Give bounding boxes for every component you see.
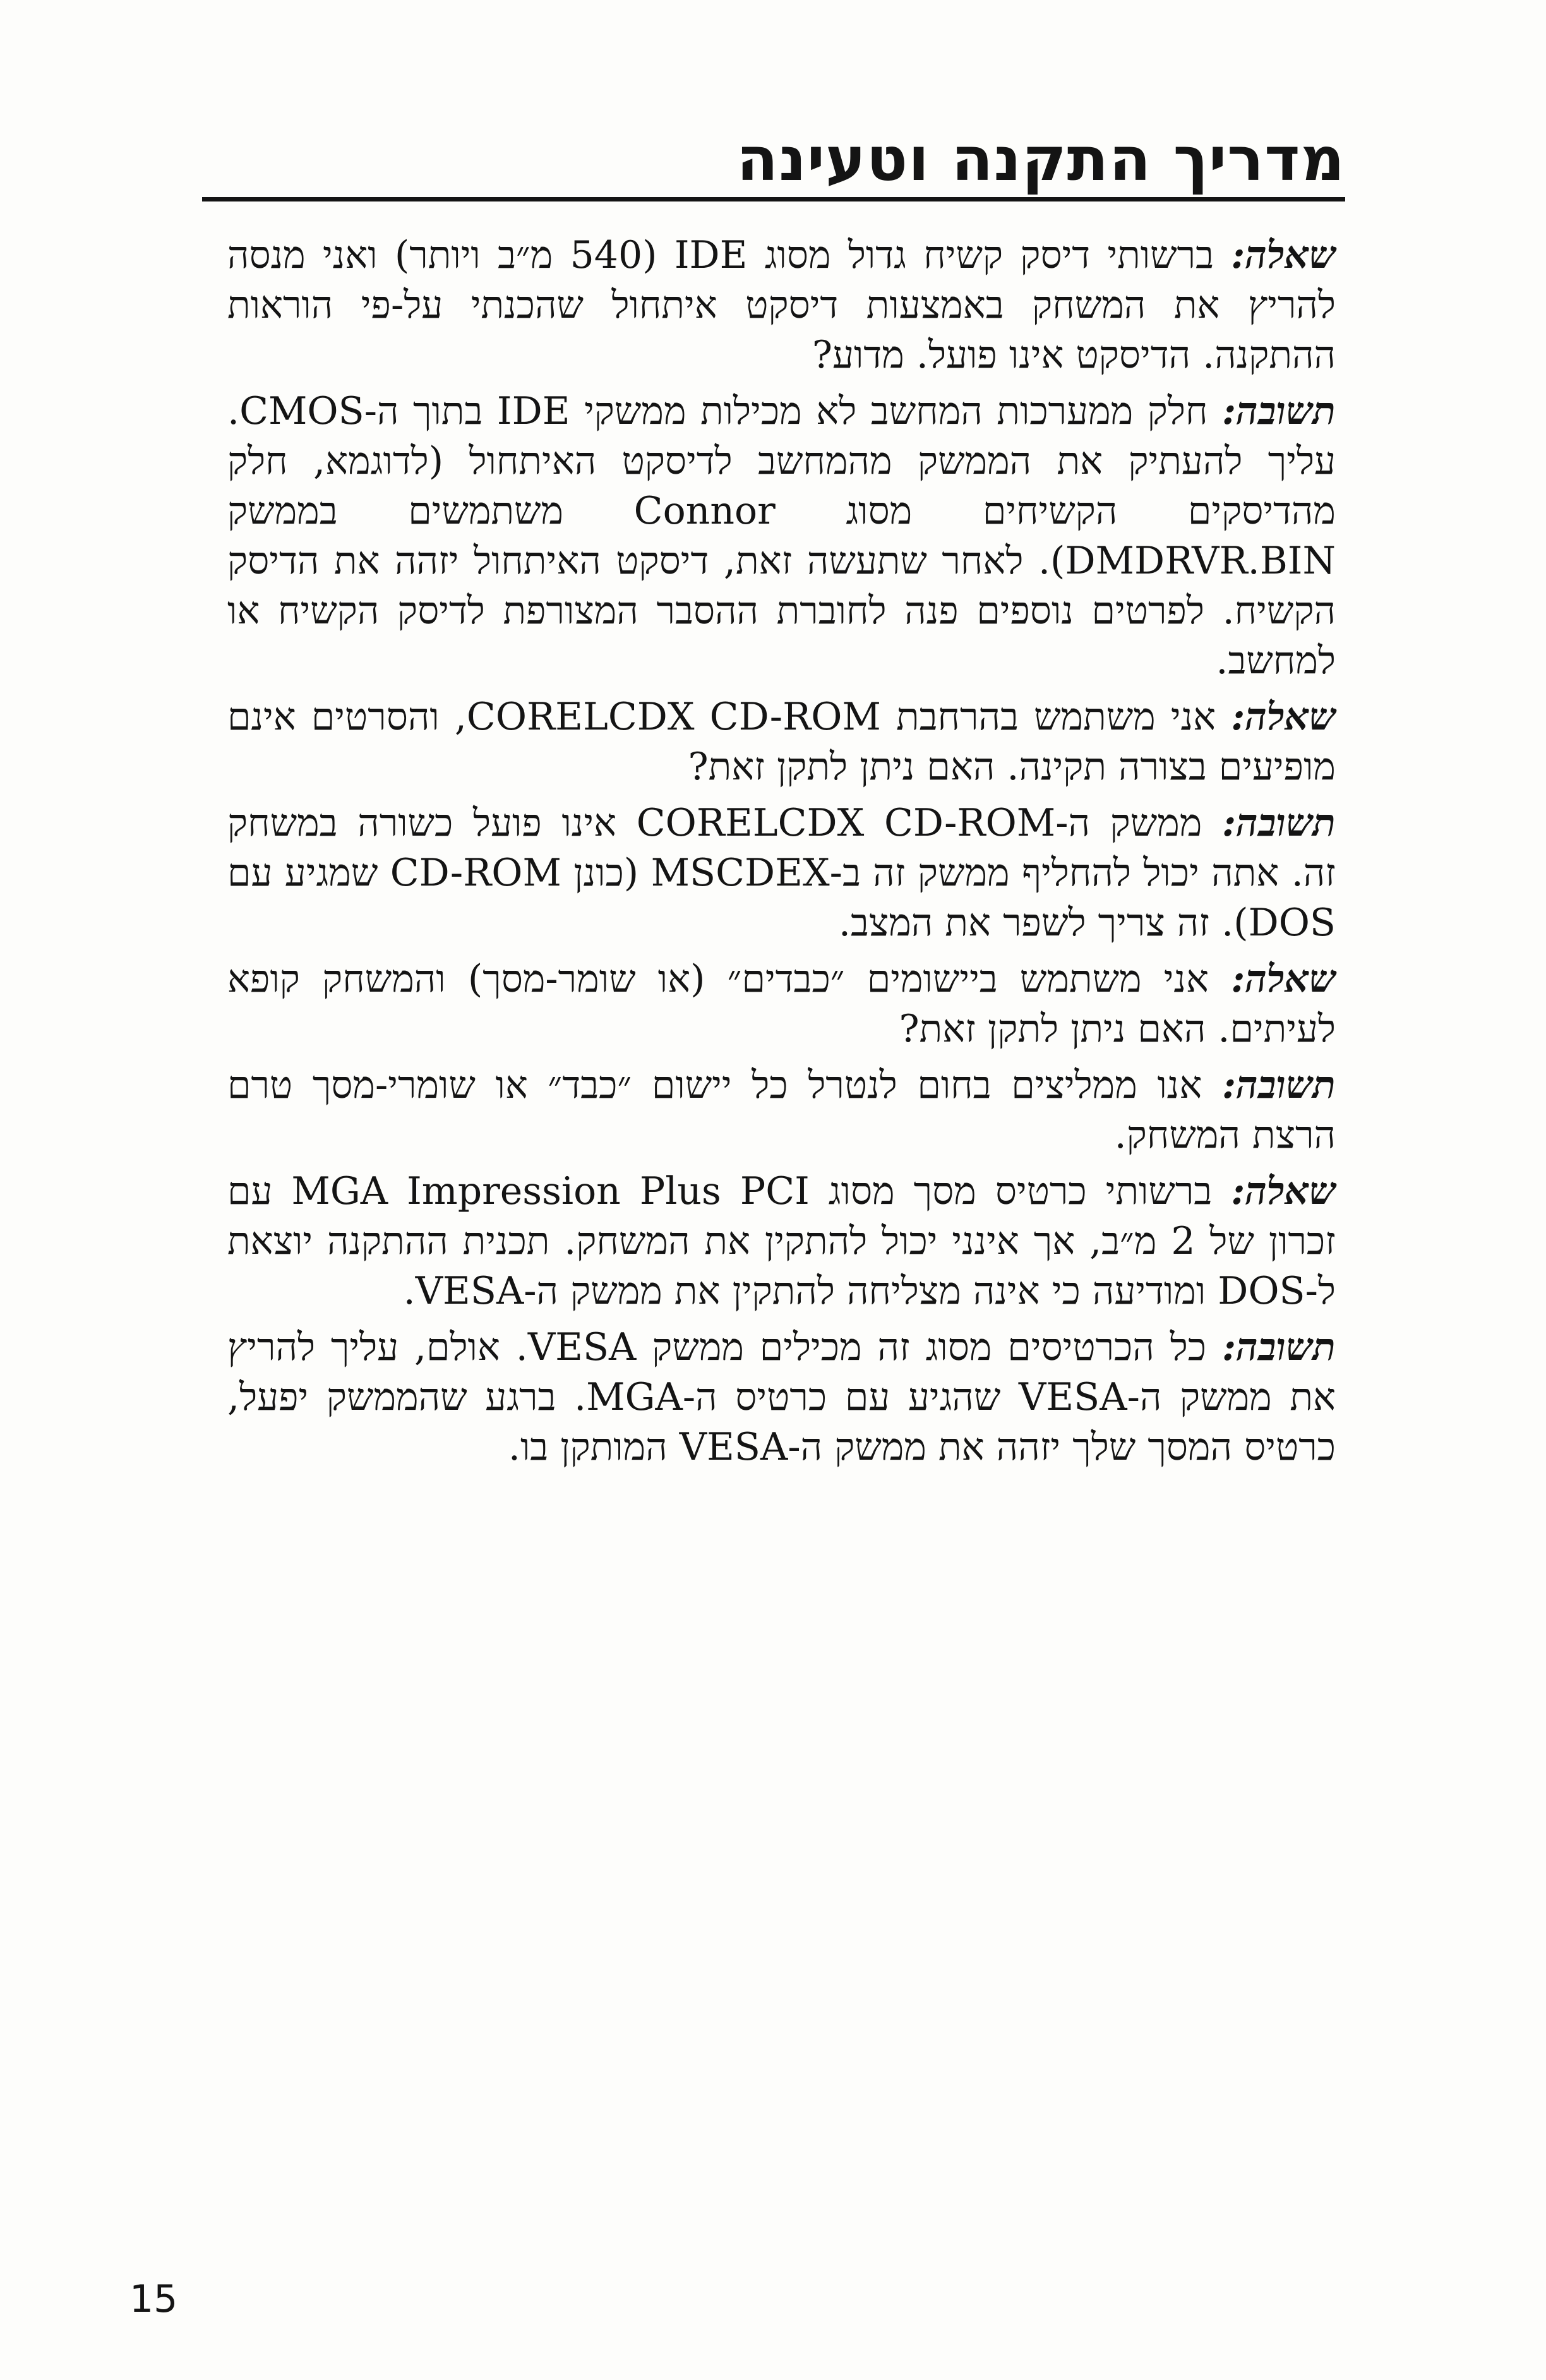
question-paragraph [227,231,1336,380]
answer-paragraph [227,1061,1336,1160]
question-label: שאלה: [1231,233,1336,277]
answer-label: תשובה: [1222,801,1336,845]
answer-text: חלק ממערכות המחשב לא מכילות ממשקי IDE בתוך ה-CMOS. עליך להעתיק את הממשק מהמחשב לדיסקט האיתחול (לדוגמא, חלק מהדיסקים הקשיחים מסוג Connor משתמשים בממשק DMDRVR.BIN). לאחר שתעשה זאת, דיסקט האיתחול יזהה את הדיסק הקשיח. לפרטים נוספים פנה לחוברת ההסבר המצורפת לדיסק הקשיח או למחשב. [227,389,1336,683]
page-header [202,120,1345,196]
answer-paragraph [227,798,1336,948]
answer-text: כל הכרטיסים מסוג זה מכילים ממשק VESA. אולם, עליך להריץ את ממשק ה-VESA שהגיע עם כרטיס ה-MGA. ברגע שהממשק יפעל, כרטיס המסך שלך יזהה את ממשק ה-VESA המותקן בו. [227,1325,1336,1469]
answer-paragraph [227,1323,1336,1472]
question-text: אני משתמש בהרחבת CORELCDX CD-ROM, והסרטים אינם מופיעים בצורה תקינה. האם ניתן לתקן זאת? [227,695,1336,789]
question-paragraph [227,954,1336,1054]
answer-label: תשובה: [1222,1063,1336,1107]
answer-label: תשובה: [1222,389,1336,433]
qa-section [227,231,1336,1479]
question-paragraph [227,692,1336,792]
answer-paragraph [227,387,1336,686]
question-label: שאלה: [1231,1169,1336,1213]
answer-text: אנו ממליצים בחום לנטרל כל יישום ״כבד״ או שומרי-מסך טרם הרצת המשחק. [227,1063,1336,1157]
answer-text: ממשק ה-CORELCDX CD-ROM אינו פועל כשורה במשחק זה. אתה יכול להחליף ממשק זה ב-MSCDEX (כונן CD-ROM שמגיע עם DOS). זה צריך לשפר את המצב. [227,801,1336,945]
question-label: שאלה: [1231,695,1336,739]
header-divider [202,197,1345,201]
answer-label: תשובה: [1222,1325,1336,1369]
page-number: 15 [129,2277,178,2321]
page-title: מדריך התקנה וטעינה [736,124,1345,195]
question-paragraph [227,1167,1336,1316]
question-text: אני משתמש ביישומים ״כבדים״ (או שומר-מסך) והמשחק קופא לעיתים. האם ניתן לתקן זאת? [227,957,1336,1051]
question-label: שאלה: [1231,957,1336,1001]
question-text: ברשותי כרטיס מסך מסוג MGA Impression Plus PCI עם זכרון של 2 מ״ב, אך אינני יכול להתקין את המשחק. תכנית ההתקנה יוצאת ל-DOS ומודיעה כי אינה מצליחה להתקין את ממשק ה-VESA. [227,1169,1336,1313]
question-text: ברשותי דיסק קשיח גדול מסוג IDE (540 מ״ב ויותר) ואני מנסה להריץ את המשחק באמצעות דיסקט איתחול שהכנתי על-פי הוראות ההתקנה. הדיסקט אינו פועל. מדוע? [227,233,1336,377]
